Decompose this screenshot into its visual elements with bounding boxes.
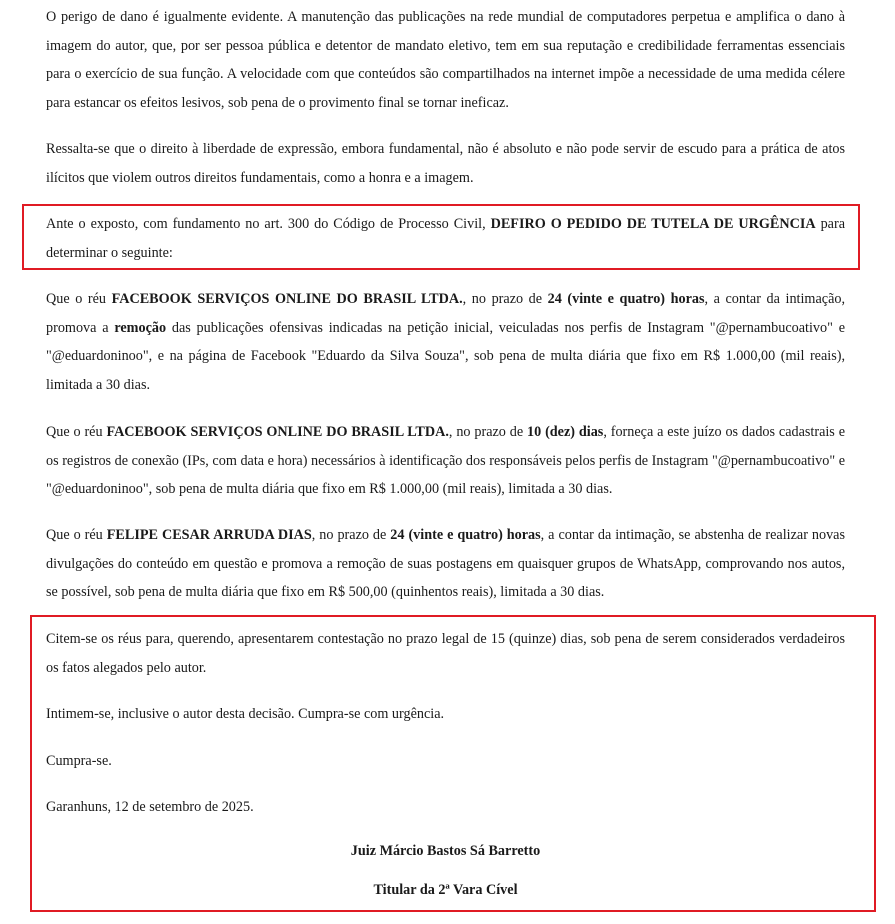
paragraph-order-data: Que o réu FACEBOOK SERVIÇOS ONLINE DO BRASIL LTDA., no prazo de 10 (dez) dias, forneça a este juízo os dados cadastrais e os registros de conexão (IPs, com data e hora) necessários à identificação dos responsáveis pelos perfis de Instagram "@pernambucoativo" e "@eduardoninoo", sob pena de multa diária que fixo em R$ 1.000,00 (mil reais), limitada a 30 dias. — [46, 424, 845, 497]
paragraph-cumpra: Cumpra-se. — [46, 753, 112, 769]
signature-name: Juiz Márcio Bastos Sá Barretto — [350, 843, 541, 859]
paragraph-danger: O perigo de dano é igualmente evidente. A manutenção das publicações na rede mundial de computadores perpetua e amplifica o dano à imagem do autor, que, por ser pessoa pública e detentor de mandato eletivo, tem em sua reputação e credibilidade ferramentas essenciais para o exercício de sua função. A velocidade com que conteúdos são compartilhados na internet impõe a necessidade de uma medida célere para estancar os efeitos lesivos, sob pena de o provimento final se tornar ineficaz. — [46, 9, 845, 111]
date-line: Garanhuns, 12 de setembro de 2025. — [46, 799, 254, 815]
signature-title: Titular da 2ª Vara Cível — [373, 882, 518, 898]
paragraph-intimation: Intimem-se, inclusive o autor desta decisão. Cumpra-se com urgência. — [46, 706, 445, 722]
paragraph-citation: Citem-se os réus para, querendo, apresentarem contestação no prazo legal de 15 (quinze) dias, sob pena de serem considerados verdadeiros os fatos alegados pelo autor. — [46, 631, 845, 676]
paragraph-order-removal: Que o réu FACEBOOK SERVIÇOS ONLINE DO BRASIL LTDA., no prazo de 24 (vinte e quatro) horas, a contar da intimação, promova a remoção das publicações ofensivas indicadas na petição inicial, veiculadas nos perfis de Instagram "@pernambucoativo" e "@eduardoninoo", e na página de Facebook "Eduardo da Silva Souza", sob pena de multa diária que fixo em R$ 1.000,00 (mil reais), limitada a 30 dias. — [46, 291, 846, 393]
paragraph-decision: Ante o exposto, com fundamento no art. 300 do Código de Processo Civil, DEFIRO O PEDIDO DE TUTELA DE URGÊNCIA para determinar o seguinte: — [46, 216, 845, 261]
decision-bold: DEFIRO O PEDIDO DE TUTELA DE URGÊNCIA — [490, 216, 816, 232]
paragraph-order-whatsapp: Que o réu FELIPE CESAR ARRUDA DIAS, no prazo de 24 (vinte e quatro) horas, a contar da intimação, se abstenha de realizar novas divulgações do conteúdo em questão e promova a remoção de suas postagens em quaisquer grupos de WhatsApp, comprovando nos autos, se possível, sob pena de multa diária que fixo em R$ 500,00 (quinhentos reais), limitada a 30 dias. — [46, 527, 845, 600]
paragraph-freedom-expression: Ressalta-se que o direito à liberdade de expressão, embora fundamental, não é absoluto e não pode servir de escudo para a prática de atos ilícitos que violem outros direitos fundamentais, como a honra e a imagem. — [46, 141, 845, 186]
